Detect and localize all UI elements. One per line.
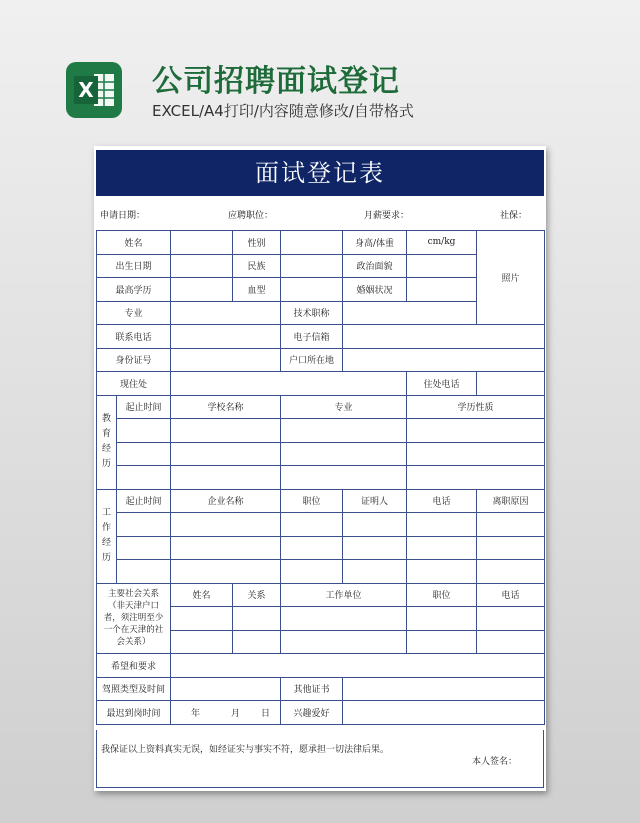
work-char: 作 (101, 523, 111, 533)
arrive-label: 最迟到岗时间 (97, 701, 171, 725)
edu-degree-field[interactable] (407, 442, 545, 466)
work-position-field[interactable] (281, 513, 343, 537)
work-company-field[interactable] (171, 513, 281, 537)
hobby-field[interactable] (343, 701, 545, 725)
id-label: 身份证号 (97, 348, 171, 372)
edu-major-field[interactable] (281, 442, 407, 466)
social-label-line: 主要社会关系 (108, 589, 160, 600)
edu-school-field[interactable] (171, 442, 281, 466)
table-row (97, 560, 545, 584)
hope-label: 希望和要求 (97, 654, 171, 678)
signature-label: 本人签名： (471, 757, 517, 767)
marital-field[interactable] (407, 278, 477, 302)
work-header-phone: 电话 (407, 489, 477, 513)
gender-field[interactable] (281, 231, 343, 255)
gender-label: 性别 (233, 231, 281, 255)
address-label: 现住处 (97, 372, 171, 396)
education-label: 最高学历 (97, 278, 171, 302)
address-field[interactable] (171, 372, 407, 396)
work-reason-field[interactable] (477, 536, 545, 560)
name-label: 姓名 (97, 231, 171, 255)
social-header-phone: 电话 (477, 583, 545, 607)
interview-form-table (96, 230, 545, 725)
phone-label: 联系电话 (97, 325, 171, 349)
email-field[interactable] (343, 325, 545, 349)
arrive-date-field[interactable] (171, 701, 281, 725)
photo-box: 照片 (477, 231, 545, 325)
edu-header-period: 起止时间 (117, 395, 171, 419)
edu-period-field[interactable] (117, 466, 171, 490)
social-phone-field[interactable] (477, 630, 545, 654)
social-header-position: 职位 (407, 583, 477, 607)
edu-school-field[interactable] (171, 419, 281, 443)
social-section-label (97, 583, 171, 654)
work-header-period: 起止时间 (117, 489, 171, 513)
phone-field[interactable] (171, 325, 281, 349)
home-phone-field[interactable] (477, 372, 545, 396)
declaration-box (96, 730, 544, 788)
edu-header-degree: 学历性质 (407, 395, 545, 419)
height-weight-label: 身高/体重 (343, 231, 407, 255)
day-label: 日 (261, 708, 271, 719)
work-position-field[interactable] (281, 560, 343, 584)
email-label: 电子信箱 (281, 325, 343, 349)
education-char: 育 (101, 429, 111, 439)
excel-logo-icon (64, 60, 124, 120)
table-row (97, 536, 545, 560)
edu-period-field[interactable] (117, 419, 171, 443)
edu-period-field[interactable] (117, 442, 171, 466)
work-reason-field[interactable] (477, 560, 545, 584)
work-reason-field[interactable] (477, 513, 545, 537)
social-company-field[interactable] (281, 607, 407, 631)
year-label: 年 (191, 708, 201, 719)
work-period-field[interactable] (117, 536, 171, 560)
work-header-reference: 证明人 (343, 489, 407, 513)
position-label: 应聘职位： (228, 211, 274, 221)
work-period-field[interactable] (117, 560, 171, 584)
work-position-field[interactable] (281, 536, 343, 560)
name-field[interactable] (171, 231, 233, 255)
social-phone-field[interactable] (477, 607, 545, 631)
social-position-field[interactable] (407, 607, 477, 631)
work-company-field[interactable] (171, 536, 281, 560)
major-field[interactable] (171, 301, 281, 325)
blood-label: 血型 (233, 278, 281, 302)
table-row (97, 419, 545, 443)
license-field[interactable] (171, 677, 281, 701)
work-char: 经 (101, 538, 111, 548)
work-reference-field[interactable] (343, 536, 407, 560)
home-phone-label: 住处电话 (407, 372, 477, 396)
social-name-field[interactable] (171, 630, 233, 654)
edu-major-field[interactable] (281, 466, 407, 490)
education-char: 教 (101, 414, 111, 424)
work-phone-field[interactable] (407, 536, 477, 560)
hope-field[interactable] (171, 654, 545, 678)
form-heading: 面试登记表 (96, 150, 544, 196)
work-section-label (97, 489, 117, 583)
social-label-line: 会关系） (116, 637, 151, 648)
social-name-field[interactable] (171, 607, 233, 631)
form-sheet (94, 146, 546, 791)
work-char: 工 (101, 508, 111, 518)
education-section-label (97, 395, 117, 489)
title-label: 技术职称 (281, 301, 343, 325)
blood-field[interactable] (281, 278, 343, 302)
other-cert-label: 其他证书 (281, 677, 343, 701)
social-label-line: （非天津户口 (108, 601, 160, 612)
social-position-field[interactable] (407, 630, 477, 654)
table-row (97, 466, 545, 490)
work-phone-field[interactable] (407, 560, 477, 584)
month-label: 月 (231, 708, 241, 719)
work-header-company: 企业名称 (171, 489, 281, 513)
id-field[interactable] (171, 348, 281, 372)
work-char: 历 (101, 553, 111, 563)
education-field[interactable] (171, 278, 233, 302)
hukou-field[interactable] (343, 348, 545, 372)
work-header-reason: 离职原因 (477, 489, 545, 513)
license-label: 驾照类型及时间 (97, 677, 171, 701)
page-title: 公司招聘面试登记 (152, 64, 400, 99)
social-label-line: 一个在天津的社 (103, 625, 164, 636)
social-relation-field[interactable] (233, 607, 281, 631)
hukou-label: 户口所在地 (281, 348, 343, 372)
table-row (97, 513, 545, 537)
edu-school-field[interactable] (171, 466, 281, 490)
edu-header-school: 学校名称 (171, 395, 281, 419)
birth-field[interactable] (171, 254, 233, 278)
social-header-company: 工作单位 (281, 583, 407, 607)
work-phone-field[interactable] (407, 513, 477, 537)
social-header-relation: 关系 (233, 583, 281, 607)
marital-label: 婚姻状况 (343, 278, 407, 302)
hobby-label: 兴趣爱好 (281, 701, 343, 725)
salary-label: 月薪要求： (364, 211, 410, 221)
political-label: 政治面貌 (343, 254, 407, 278)
title-field[interactable] (343, 301, 477, 325)
edu-degree-field[interactable] (407, 466, 545, 490)
education-char: 历 (101, 459, 111, 469)
ethnicity-label: 民族 (233, 254, 281, 278)
social-header-name: 姓名 (171, 583, 233, 607)
height-weight-field[interactable]: cm/kg (407, 231, 477, 255)
edu-header-major: 专业 (281, 395, 407, 419)
birth-label: 出生日期 (97, 254, 171, 278)
edu-degree-field[interactable] (407, 419, 545, 443)
apply-date-label: 申请日期： (100, 211, 146, 221)
social-relation-field[interactable] (233, 630, 281, 654)
work-reference-field[interactable] (343, 513, 407, 537)
social-company-field[interactable] (281, 630, 407, 654)
other-cert-field[interactable] (343, 677, 545, 701)
work-period-field[interactable] (117, 513, 171, 537)
work-reference-field[interactable] (343, 560, 407, 584)
ethnicity-field[interactable] (281, 254, 343, 278)
logo-letter: X (78, 78, 94, 102)
political-field[interactable] (407, 254, 477, 278)
info-bar (96, 196, 544, 230)
education-char: 经 (101, 444, 111, 454)
pledge-text: 我保证以上资料真实无误，如经证实与事实不符，愿承担一切法律后果。 (101, 745, 390, 755)
header (0, 0, 640, 140)
social-label-line: 者，须注明至少 (103, 613, 164, 624)
work-company-field[interactable] (171, 560, 281, 584)
table-row (97, 442, 545, 466)
work-header-position: 职位 (281, 489, 343, 513)
major-label: 专业 (97, 301, 171, 325)
insurance-label: 社保： (500, 211, 528, 221)
edu-major-field[interactable] (281, 419, 407, 443)
page-subtitle: EXCEL/A4打印/内容随意修改/自带格式 (152, 102, 414, 120)
